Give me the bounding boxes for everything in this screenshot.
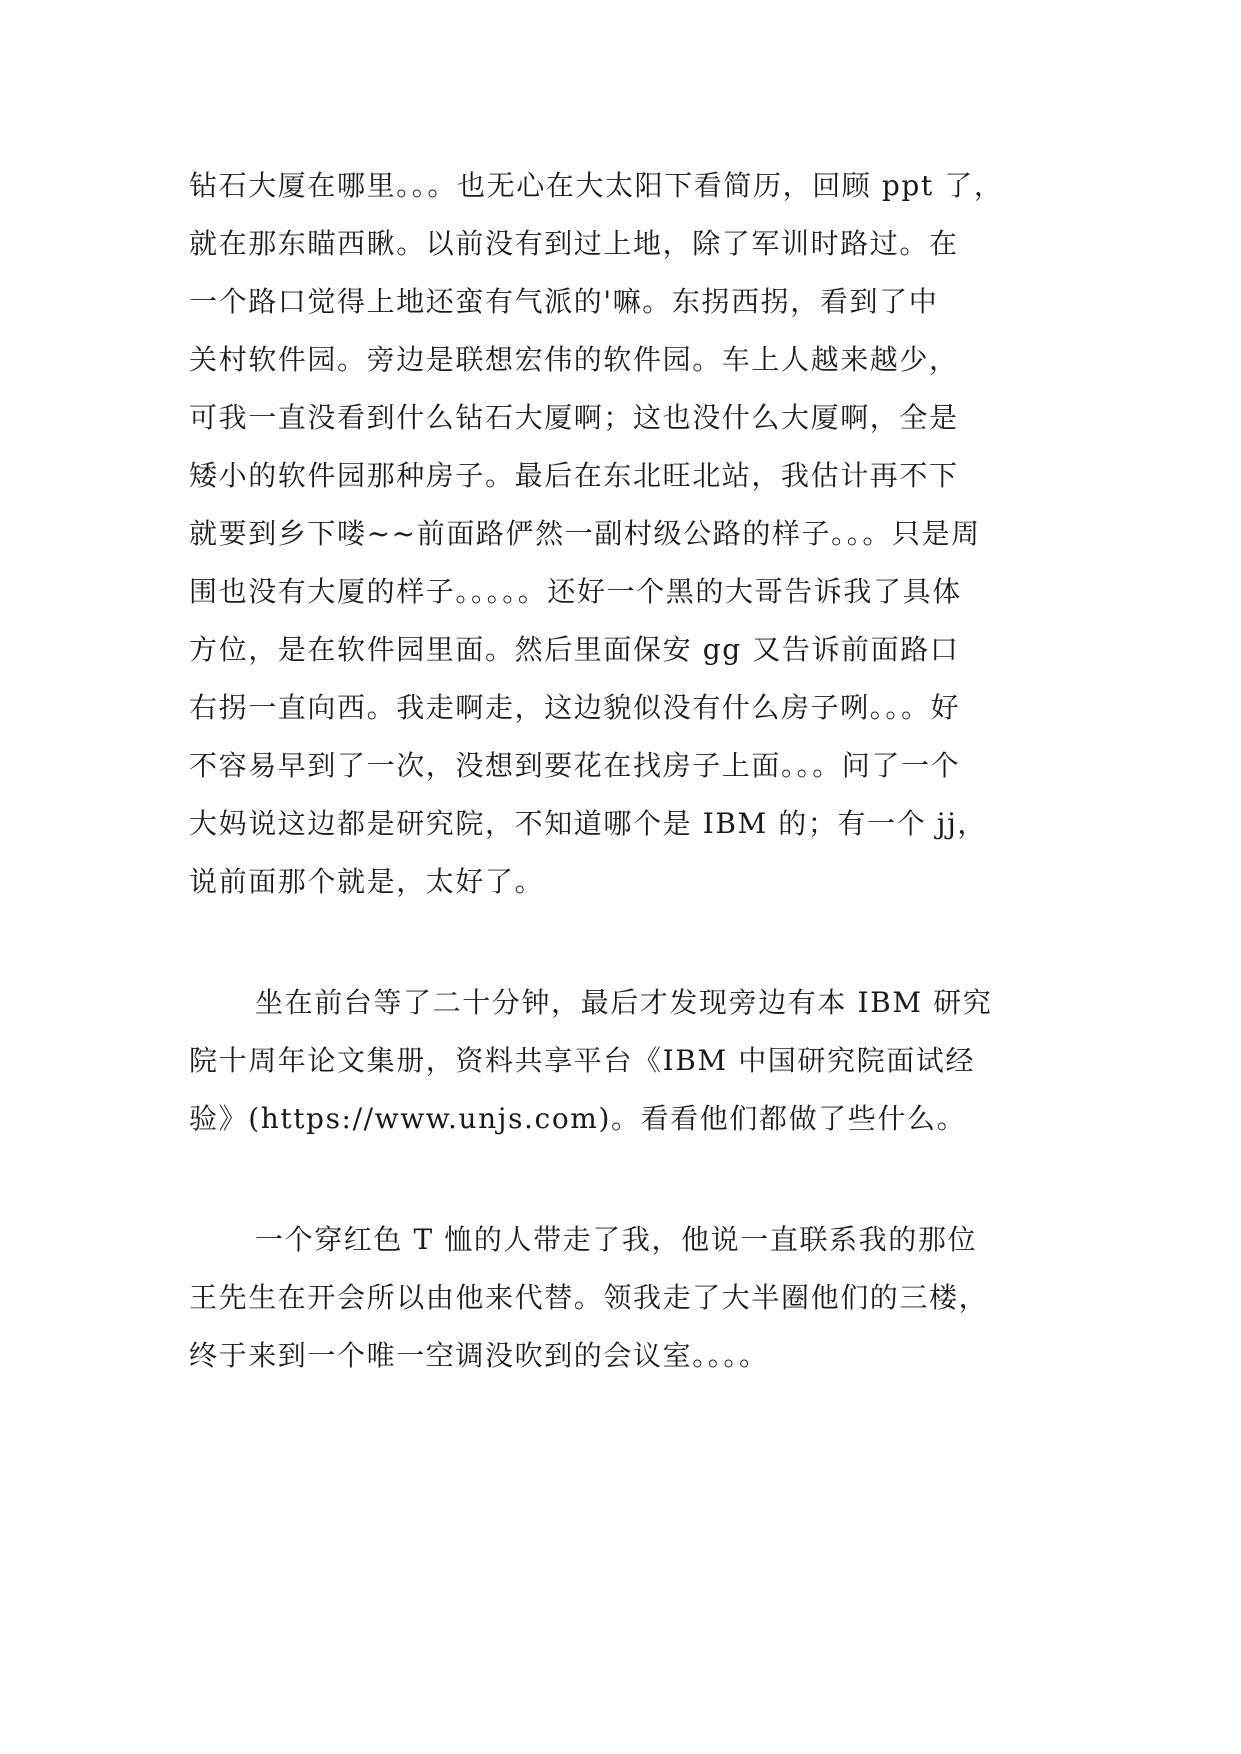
- text-line: 一个穿红色 T 恤的人带走了我，他说一直联系我的那位: [255, 1223, 978, 1256]
- text-line: 终于来到一个唯一空调没吹到的会议室。。。。: [189, 1339, 769, 1372]
- text-line: 右拐一直向西。我走啊走，这边貌似没有什么房子咧。。。好: [189, 691, 961, 724]
- text-line: 说前面那个就是，太好了。: [189, 865, 545, 898]
- paragraph-3: [189, 1211, 1069, 1385]
- text-line: 矮小的软件园那种房子。最后在东北旺北站，我估计再不下: [189, 459, 959, 492]
- text-line: 大妈说这边都是研究院，不知道哪个是 IBM 的；有一个 jj，: [189, 807, 987, 840]
- text-line: 就要到乡下喽~~前面路俨然一副村级公路的样子。。。只是周: [189, 517, 981, 550]
- text-line: 钻石大厦在哪里。。。也无心在大太阳下看简历，回顾 ppt 了，: [189, 169, 1004, 202]
- text-line: 可我一直没看到什么钻石大厦啊；这也没什么大厦啊，全是: [189, 401, 959, 434]
- text-line: 一个路口觉得上地还蛮有气派的'嘛。东拐西拐，看到了中: [189, 285, 939, 318]
- text-line: 王先生在开会所以由他来代替。领我走了大半圈他们的三楼，: [189, 1281, 989, 1314]
- text-line: 关村软件园。旁边是联想宏伟的软件园。车上人越来越少，: [189, 343, 959, 376]
- paragraph-2: [189, 974, 1069, 1148]
- text-line: 院十周年论文集册，资料共享平台《IBM 中国研究院面试经: [189, 1044, 976, 1077]
- text-line: 方位，是在软件园里面。然后里面保安 gg 又告诉前面路口: [189, 633, 960, 666]
- text-line: 坐在前台等了二十分钟，最后才发现旁边有本 IBM 研究: [255, 986, 993, 1019]
- document-body: [189, 157, 1069, 1385]
- paragraph-1: [189, 157, 1069, 911]
- text-line: 就在那东瞄西瞅。以前没有到过上地，除了军训时路过。在: [189, 227, 959, 260]
- text-line: 不容易早到了一次，没想到要花在找房子上面。。。问了一个: [189, 749, 961, 782]
- text-line: 围也没有大厦的样子。。。。。还好一个黑的大哥告诉我了具体: [189, 575, 962, 608]
- text-line: 验》(https://www.unjs.com)。看看他们都做了些什么。: [189, 1102, 967, 1135]
